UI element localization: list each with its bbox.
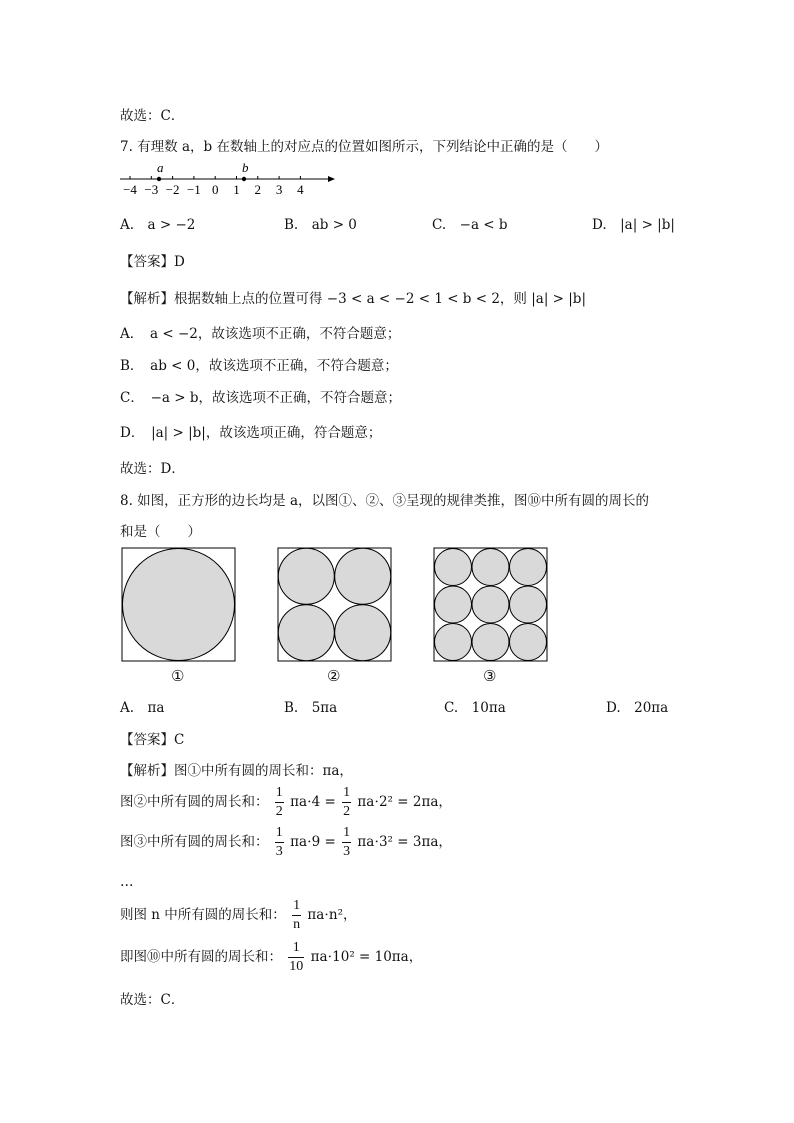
figure-2-label: ② bbox=[327, 667, 341, 685]
fraction-half: $\frac{1}{2}$ bbox=[343, 785, 351, 819]
q8-fig3-label: 图③中所有圆的周长和： bbox=[120, 834, 269, 850]
q8-fig2-expr: πa⋅4 = bbox=[290, 794, 341, 810]
q8-fig2-label: 图②中所有圆的周长和： bbox=[120, 794, 269, 810]
q7-conclusion: 故选：D． bbox=[120, 461, 185, 477]
q7-option-a: A. a > −2 bbox=[120, 217, 196, 233]
fraction-half: $\frac{1}{2}$ bbox=[275, 785, 283, 819]
number-line-tick-label: −4 bbox=[123, 182, 137, 197]
q8-option-d: D. 20πa bbox=[606, 700, 669, 716]
fraction-one-over-n: $\frac{1}{n}$ bbox=[293, 898, 301, 932]
q8-analysis-1: 【解析】图①中所有圆的周长和：πa， bbox=[120, 763, 353, 779]
fraction-third: $\frac{1}{3}$ bbox=[343, 825, 351, 859]
number-line-tick-label: 0 bbox=[211, 182, 219, 197]
number-line-tick-label: −3 bbox=[144, 182, 159, 197]
q7-option-b: B. ab > 0 bbox=[284, 217, 357, 233]
number-line-tick-label: −1 bbox=[186, 182, 201, 197]
figure-1 bbox=[121, 547, 237, 663]
q7-option-c: C. −a < b bbox=[432, 217, 508, 233]
number-line-figure bbox=[116, 158, 336, 200]
number-line-tick-label: 1 bbox=[233, 182, 240, 197]
q8-fign-label: 则图 n 中所有圆的周长和： bbox=[120, 907, 286, 923]
fraction-tenth: $\frac{1}{10}$ bbox=[289, 940, 304, 974]
q8-stem-line2: 和是（ ） bbox=[120, 524, 201, 540]
q8-fig10-row bbox=[120, 941, 422, 974]
point-a-label: a bbox=[157, 160, 164, 175]
number-line-tick-label: 2 bbox=[254, 182, 262, 197]
figure-1-circle bbox=[123, 549, 235, 661]
ellipsis: … bbox=[120, 874, 134, 890]
q8-fig2-row bbox=[120, 786, 452, 819]
q8-stem-line1: 8. 如图，正方形的边长均是 a，以图①、②、③呈现的规律类推，图⑩中所有圆的周长的 bbox=[120, 493, 650, 509]
q7-analysis-c: C． −a > b，故该选项不正确，不符合题意； bbox=[120, 390, 401, 406]
number-line-tick-label: 3 bbox=[275, 182, 283, 197]
figure-2-circle bbox=[335, 605, 391, 661]
q7-analysis-a: A． a < −2，故该选项不正确，不符合题意； bbox=[120, 326, 401, 342]
q8-fig10-expr: πa⋅10² = 10πa， bbox=[310, 949, 423, 965]
q8-option-c: C. 10πa bbox=[444, 700, 506, 716]
number-line-tick-label: 4 bbox=[297, 182, 304, 197]
q8-fig3-result: πa⋅3² = 3πa， bbox=[357, 834, 452, 850]
q7-analysis: 【解析】根据数轴上点的位置可得 −3 < a < −2 < 1 < b < 2，则 |a| > |b| bbox=[120, 291, 586, 307]
q7-stem: 7. 有理数 a，b 在数轴上的对应点的位置如图所示，下列结论中正确的是（ ） bbox=[120, 139, 608, 155]
q7-analysis-d: D． |a| > |b|，故该选项正确，符合题意； bbox=[120, 425, 382, 441]
q8-conclusion: 故选：C． bbox=[120, 992, 185, 1008]
point-b-label: b bbox=[242, 160, 249, 175]
q8-fig3-row bbox=[120, 826, 452, 859]
q8-option-a: A. πa bbox=[120, 700, 165, 716]
q8-fign-expr: πa⋅n²， bbox=[307, 907, 357, 923]
figure-3 bbox=[433, 547, 549, 663]
point-a-marker bbox=[157, 177, 161, 181]
number-line-tick-label: −2 bbox=[165, 182, 180, 197]
q7-option-d: D. |a| > |b| bbox=[592, 217, 675, 233]
q8-fig3-expr: πa⋅9 = bbox=[290, 834, 341, 850]
figure-3-label: ③ bbox=[483, 667, 497, 685]
q8-option-b: B. 5πa bbox=[284, 700, 338, 716]
figure-3-circles bbox=[435, 549, 547, 661]
q7-analysis-b: B． ab < 0，故该选项不正确，不符合题意； bbox=[120, 358, 398, 374]
previous-conclusion: 故选：C． bbox=[120, 108, 185, 124]
q8-answer: 【答案】C bbox=[120, 732, 185, 748]
figure-2-circle bbox=[335, 548, 391, 604]
q7-answer: 【答案】D bbox=[120, 254, 185, 270]
figure-2-circle bbox=[278, 548, 334, 604]
figure-1-label: ① bbox=[171, 667, 185, 685]
q8-fig2-result: πa⋅2² = 2πa， bbox=[357, 794, 452, 810]
figure-2 bbox=[277, 547, 393, 663]
q8-fig10-label: 即图⑩中所有圆的周长和： bbox=[120, 949, 282, 965]
point-b-marker bbox=[242, 177, 246, 181]
figure-2-circle bbox=[278, 605, 334, 661]
q8-fign-row bbox=[120, 899, 357, 932]
fraction-third: $\frac{1}{3}$ bbox=[275, 825, 283, 859]
